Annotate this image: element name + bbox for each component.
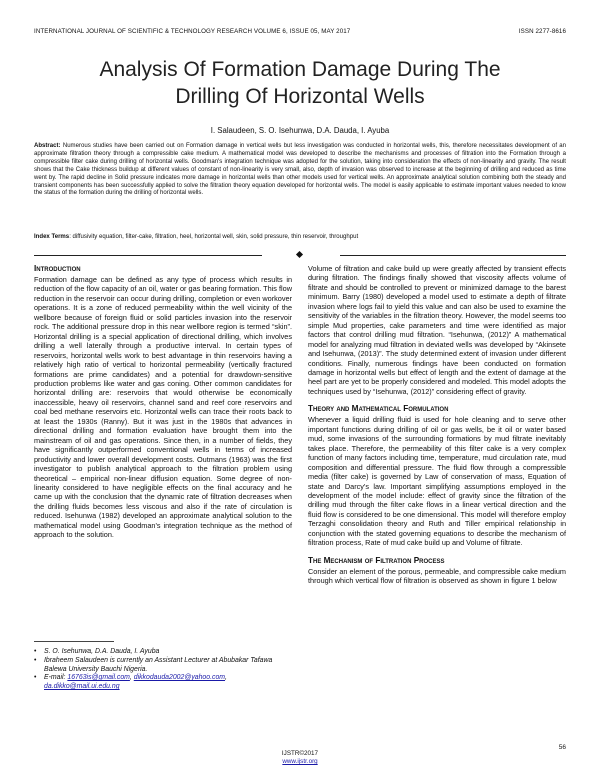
left-column bbox=[34, 264, 292, 540]
literature-paragraph: Volume of filtration and cake build up were greatly affected by transient effects during filtration. The findings finally showed that viscosity affects volume of filtrate and should be controlled to prevent or minimized damage to the barest minimum. Barry (1980) developed a model used to estimate a depth of filtrate invasion where logs fail to yield this value and can also be used to examine the sensitivity of the variables in the filtration theory. However, the model seems too simple Mud properties, cake parameters and time were identified as major factors that control drilling mud filtration. “Isehunwa, (2012)” A mathematical model for analyzing mud filtration in deviated wells was developed by “Akinsete and Isehunwa, (2013)”. The study determined extent of invasion under different conditions. Finally, numerous findings have been conducted on formation damage in horizontal wells but effect of length and the extent of damage at the heel part are yet to be properly considered and modeled. This model adopts the techniques used by “Isehunwa, (2012)” considering effect of gravity. bbox=[308, 264, 566, 396]
email-label: E-mail: bbox=[44, 674, 66, 682]
footnote-authors: S. O. Isehunwa, D.A. Dauda, I. Ayuba bbox=[44, 648, 160, 655]
diamond-icon bbox=[296, 251, 303, 258]
footnote-emails bbox=[44, 674, 292, 692]
abstract bbox=[34, 143, 566, 198]
section-divider bbox=[0, 251, 600, 259]
title-line-1: Analysis Of Formation Damage During The bbox=[99, 58, 501, 81]
email-separator: , bbox=[225, 674, 227, 682]
journal-name: INTERNATIONAL JOURNAL OF SCIENTIFIC & TECHNOLOGY RESEARCH VOLUME 6, ISSUE 05, MAY 2017 bbox=[34, 28, 351, 35]
bullet-icon: • bbox=[34, 656, 37, 664]
footnote-affiliation: Ibraheem Salaudeen is currently an Assistant Lecturer at Abubakar Tafawa Balewa University Bauchi Nigeria. bbox=[44, 656, 273, 673]
bullet-icon: • bbox=[34, 674, 37, 682]
theory-heading: Theory and Mathematical Formulation bbox=[308, 404, 449, 414]
right-column bbox=[308, 264, 566, 586]
page-number: 56 bbox=[558, 744, 566, 751]
email-separator: , bbox=[129, 674, 132, 682]
mechanism-heading: The Mechanism of Filtration Process bbox=[308, 555, 445, 565]
author-list: I. Salaudeen, S. O. Isehunwa, D.A. Dauda, I. Ayuba bbox=[210, 126, 390, 135]
bullet-icon: • bbox=[34, 648, 37, 655]
email-link-3[interactable]: da.dikko@mail.ui.edu.ng bbox=[44, 683, 120, 691]
introduction-paragraph: Formation damage can be defined as any type of process which results in reduction of the flow capacity of an oil, water or gas bearing formation. This flow reduction in the reservoir can occur during drilling, completion or even workover operations. It is a zone of reduced permeability within the well vicinity of the wellbore because of foreign fluid or solid particles invasion into the reservoir rock. The additional pressure drop in this near wellbore region is termed “skin”. Horizontal drilling is a special application of directional drilling, which involves drilling a well laterally through a productive interval. In certain types of reservoirs, horizontal wells work to best advantage in thin reservoirs having a relatively high ratio of vertical to horizontal permeability (vertically fractured formations are prime candidates) and a potential for drawdown-sensitive production problems like water and gas coning. Other common candidates for horizontal drilling are: reservoirs that would otherwise be economically inaccessible, heavy oil reservoirs, channel sand and reef core reservoirs and coal bed methane reservoirs etc. Horizontal wells can trace their roots back to at least the 1930s (Ranny). But it was just in the 1980s that advances in directional drilling and formation evaluation have brought them into the mainstream of oil and gas operations. Since then, in a number of fields, they have significantly outperformed conventional wells in terms of increased productivity and lower overall development costs. Outmans (1963) was the first investigator to publish analytical approach to the filtration problem using theoretical – empirical non-linear diffusion equation. Some degree of non-linearity considered to have negligible effects on the final accuracy and he came up with the conclusion that the dynamic rate of filtration decreases when the drilling fluids becomes less viscous and also if the rate of circulation is reduced. Isehunwa (1982) developed an approximate analytical solution to the mathematical model using Goodman's integration technique as the method of approach to the solution. bbox=[34, 275, 292, 540]
divider-line-left bbox=[34, 255, 262, 256]
divider-line-right bbox=[340, 255, 566, 256]
journal-header bbox=[34, 28, 566, 35]
email-link-2[interactable]: dikkodauda2002@yahoo.com bbox=[133, 674, 226, 682]
footnote-item bbox=[34, 657, 292, 675]
email-link-1[interactable]: 16763is@gmail.com bbox=[67, 674, 130, 682]
index-terms-text: : diffusivity equation, filter-cake, filtration, heel, horizontal well, skin, solid pressure, thin reservoir, throughput bbox=[69, 234, 359, 240]
theory-paragraph: Whenever a liquid drilling fluid is used for hole cleaning and to serve other important functions during drilling of oil or gas wells, be it oil or water based mud, some invasions of the surrounding formations by mud filtrate inevitably takes place. Therefore, the permeability of this filter cake is a very complex function of many factors including time, temperature, mud circulation rate, mud composition and differential pressure. The fluid flow through a compressible media (filter cake) is governed by Law of conservation of mass, Equation of state and Darcy's law. Important simplifying assumptions employed in the development of the model include: effect of gravity since the filtration of the drilling mud through the filter cake flows in a linear vertical direction and the fluid flow is considered to be one dimensional. This model will therefore employ Terzaghi consolidation theory and Ruth and Tiller empirical relationship in conjunction with the stated governing equations to describe the mechanism of filtration process, Rate of mud cake build up and Volume of filtrate. bbox=[308, 415, 566, 548]
abstract-text: Numerous studies have been carried out on Formation damage in vertical wells but less investigation was conducted in horizontal wells, this, therefore necessitates development of an approximate filtration theory through a compressible cake medium. A mathematical model was developed to describe the mechanisms and processes of filtration into the Formation through a compressible filter cake during drilling of horizontal wells. Goodman's integration technique was adopted for the solution, taking into consideration the effects of non-linearity and gravity. The result shows that the Cake thickness buildup at different values of constant of non-linearity is very small, also, depth of invasion was observed to increase at the beginning of drilling and reduced as time went by. The rapid decline in Solid pressure indicates more damage in horizontal wells than other models used for vertical wells. An approximate analytical solution combining both the steady and transient components has been successfully applied to solve the filtration theory equation developed for horizontal wells. The model is easily applicable to estimate important values needed to know the status of the formation during the drilling of horizontal wells. bbox=[34, 143, 566, 197]
page-footer bbox=[0, 750, 600, 766]
title-line-2: Drilling Of Horizontal Wells bbox=[175, 85, 425, 108]
footnote-item bbox=[34, 674, 292, 692]
footer-copyright: IJSTR©2017 bbox=[281, 750, 319, 757]
index-terms bbox=[34, 234, 566, 242]
issn: ISSN 2277-8616 bbox=[518, 28, 566, 35]
index-terms-label: Index Terms bbox=[34, 234, 70, 240]
abstract-label: Abstract: bbox=[34, 143, 61, 149]
paper-title bbox=[40, 56, 560, 110]
footer-website-link[interactable]: www.ijstr.org bbox=[282, 758, 318, 765]
introduction-heading: Introduction bbox=[34, 264, 81, 273]
footnotes bbox=[34, 648, 292, 692]
footnote-rule bbox=[34, 641, 114, 642]
mechanism-paragraph: Consider an element of the porous, permeable, and compressible cake medium through which vertical flow of filtration is observed as shown in figure 1 below bbox=[308, 566, 566, 586]
footnote-item bbox=[34, 648, 292, 657]
